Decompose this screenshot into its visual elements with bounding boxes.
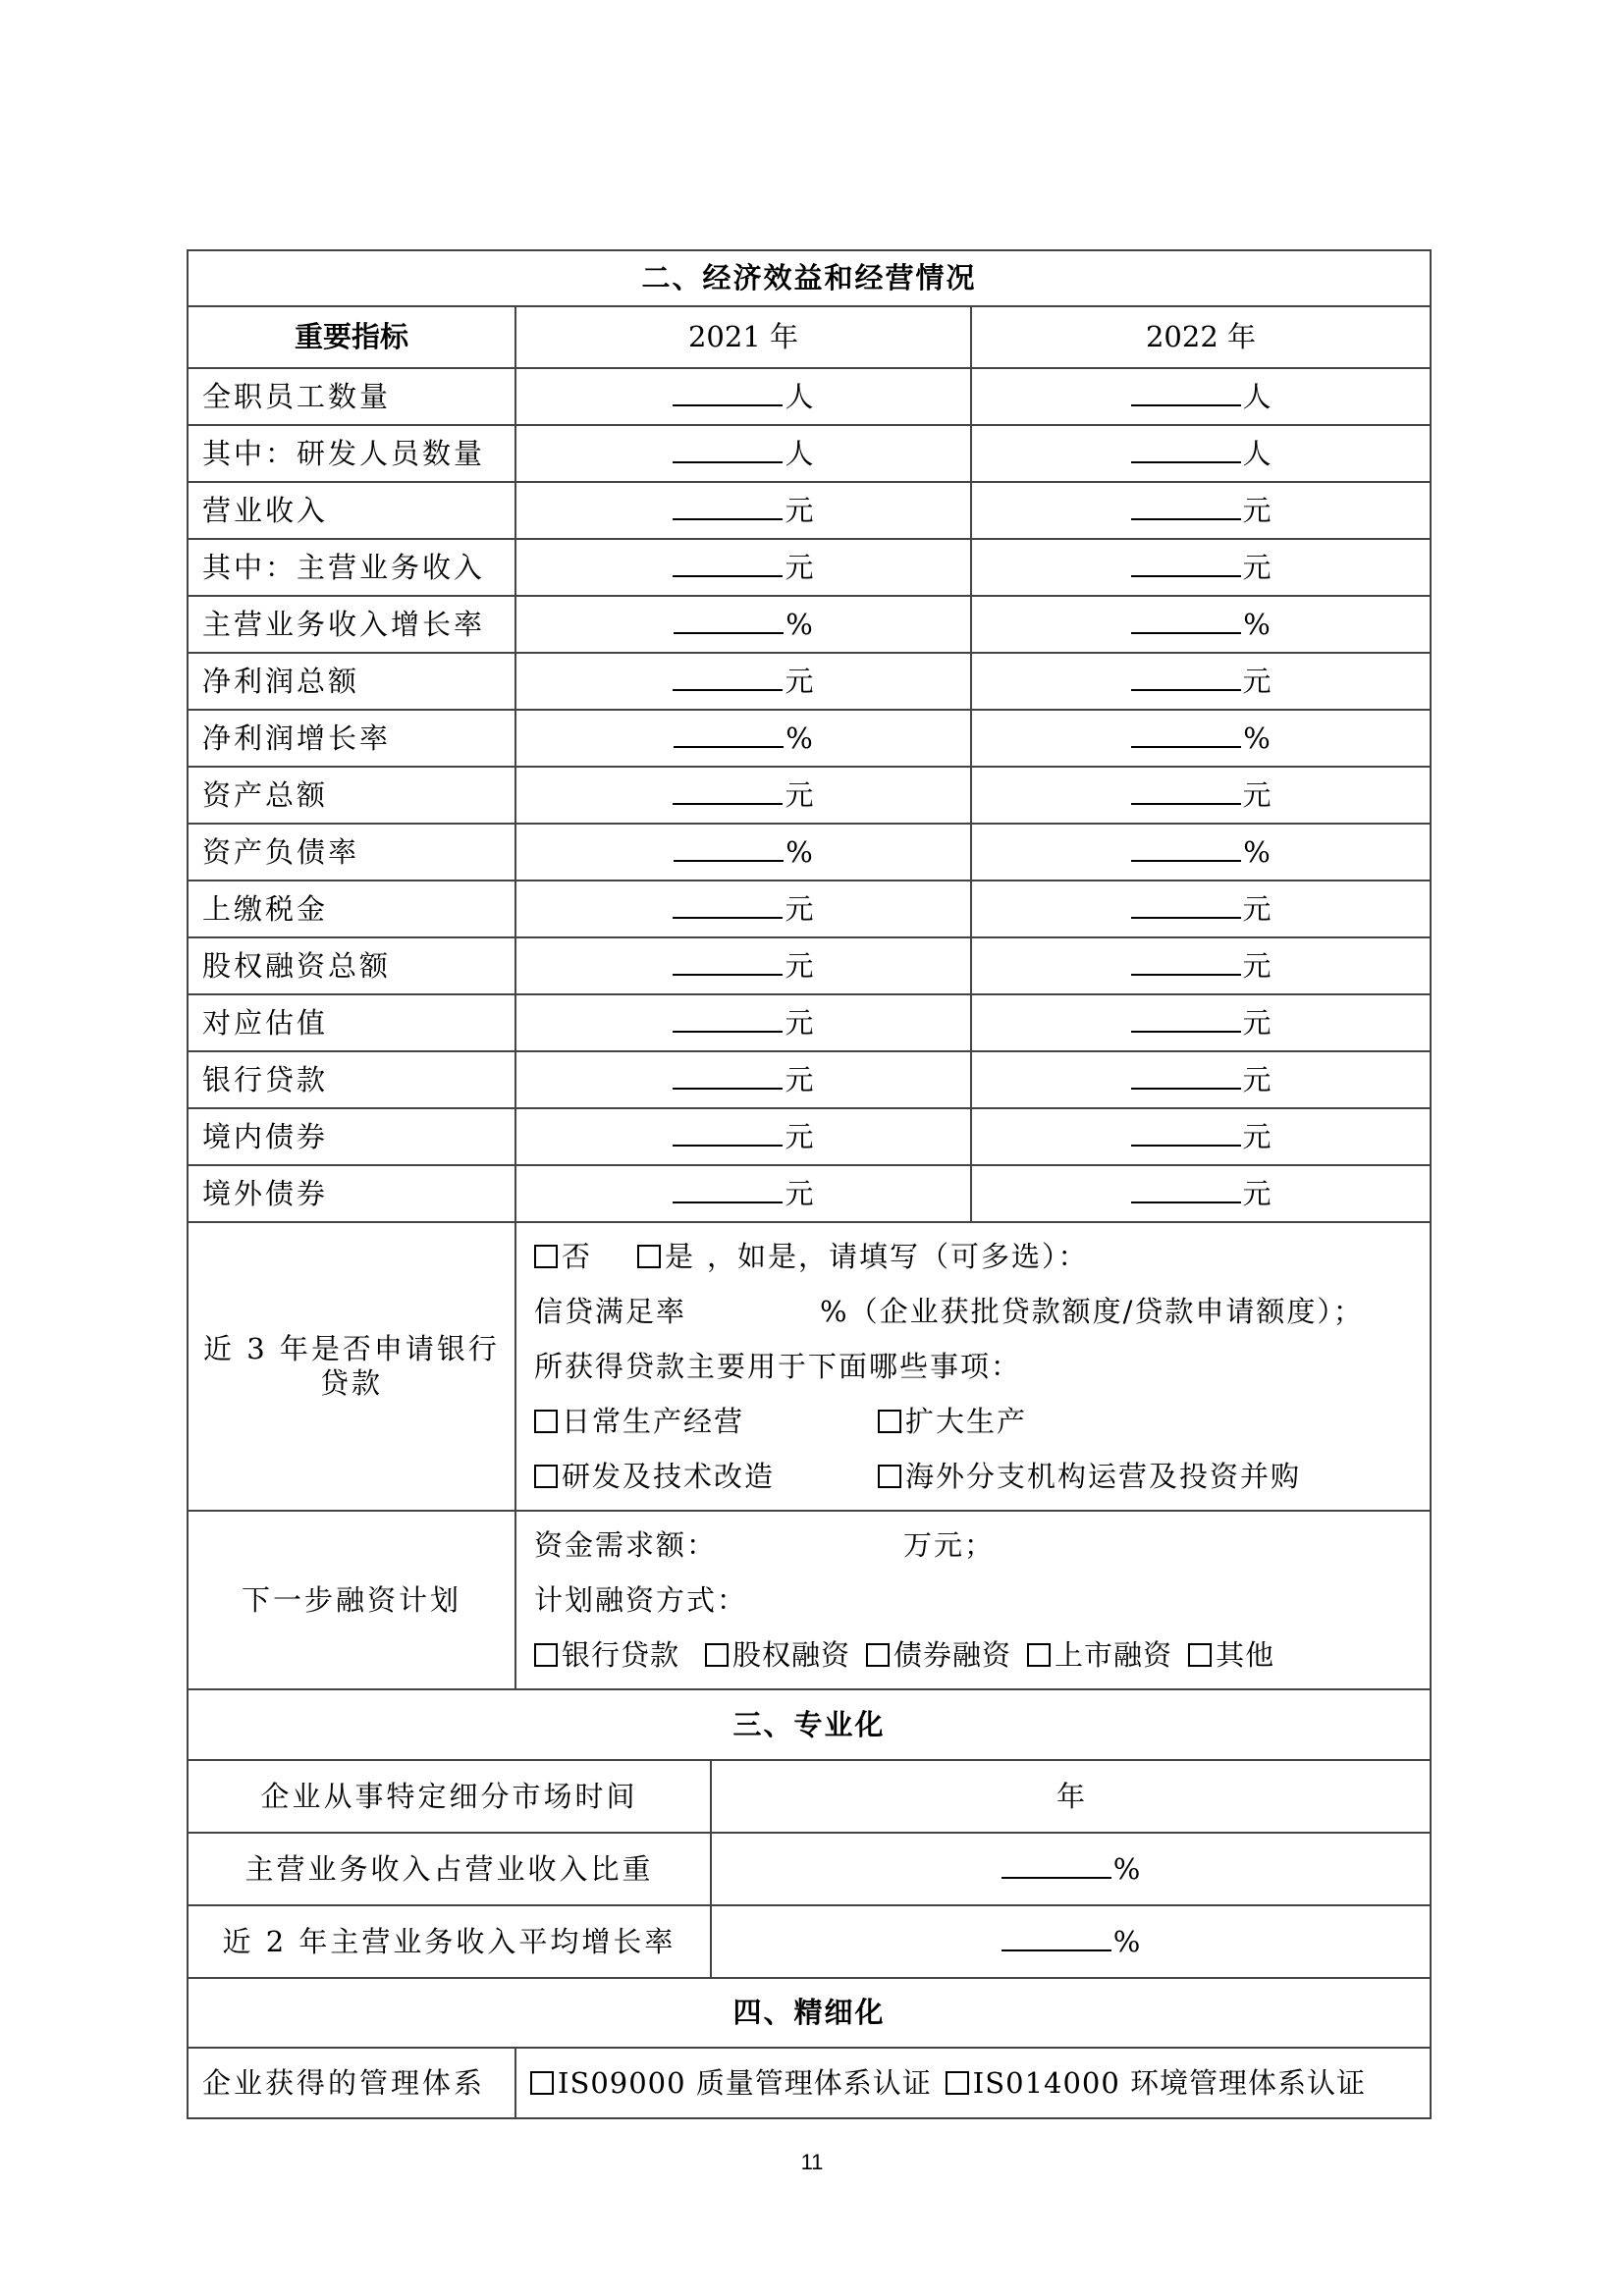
indicator-label: 净利润总额	[188, 653, 515, 710]
indicator-row	[188, 1051, 1431, 1108]
credit-rate-note: %（企业获批贷款额度/贷款申请额度）；	[820, 1295, 1364, 1328]
fill-blank[interactable]	[1131, 550, 1241, 577]
unit: %	[1243, 835, 1271, 870]
unit: %	[785, 835, 813, 870]
value-2022[interactable]	[971, 994, 1431, 1051]
option-label: 上市融资	[1055, 1638, 1173, 1672]
value-2021[interactable]	[515, 1165, 971, 1222]
section3-title: 三、专业化	[188, 1689, 1431, 1760]
method-option[interactable]	[866, 1628, 1011, 1682]
specialization-value[interactable]	[711, 1760, 1431, 1833]
checkbox[interactable]	[534, 1245, 558, 1268]
unit: 元	[785, 494, 814, 528]
value-2022[interactable]	[971, 767, 1431, 824]
plan-label: 下一步融资计划	[188, 1511, 515, 1689]
demand-unit: 万元；	[903, 1528, 996, 1562]
value-2022[interactable]	[971, 425, 1431, 482]
value-2021[interactable]	[515, 596, 971, 653]
fill-blank[interactable]	[674, 607, 784, 634]
value-2021[interactable]	[515, 425, 971, 482]
fill-blank[interactable]	[1131, 664, 1241, 691]
value-2022[interactable]	[971, 937, 1431, 994]
value-2021[interactable]	[515, 1108, 971, 1165]
indicator-row	[188, 710, 1431, 767]
specialization-row	[188, 1760, 1431, 1833]
indicator-row	[188, 994, 1431, 1051]
checkbox[interactable]	[534, 1643, 558, 1667]
option-label: 其他	[1216, 1638, 1275, 1672]
fill-blank[interactable]	[674, 834, 784, 862]
checkbox[interactable]	[530, 2071, 554, 2095]
fill-blank[interactable]	[1131, 493, 1241, 520]
option-label: 是	[665, 1240, 696, 1273]
fill-blank[interactable]	[673, 436, 783, 463]
specialization-value[interactable]	[711, 1905, 1431, 1978]
unit: 人	[785, 437, 814, 471]
unit: 元	[785, 665, 814, 699]
specialization-row	[188, 1905, 1431, 1978]
page-number: 11	[800, 2150, 824, 2174]
section4-title-row	[188, 1978, 1431, 2048]
checkbox[interactable]	[878, 1410, 901, 1433]
checkbox[interactable]	[878, 1465, 901, 1488]
method-option[interactable]	[534, 1628, 679, 1682]
unit: 人	[1242, 437, 1272, 471]
management-system-label: 企业获得的管理体系	[188, 2048, 515, 2118]
value-2022[interactable]	[971, 1051, 1431, 1108]
specialization-value[interactable]	[711, 1833, 1431, 1905]
fill-blank[interactable]	[1131, 1005, 1241, 1033]
unit: %	[785, 608, 813, 642]
value-2021[interactable]	[515, 767, 971, 824]
method-option[interactable]	[705, 1628, 850, 1682]
indicator-label: 上缴税金	[188, 881, 515, 937]
loan-yes-note: ，如是，请填写（可多选）：	[707, 1240, 1089, 1273]
loan-row	[188, 1222, 1431, 1511]
value-2022[interactable]	[971, 1108, 1431, 1165]
unit: 年	[1056, 1779, 1086, 1813]
usage-prompt: 所获得贷款主要用于下面哪些事项：	[534, 1350, 1022, 1383]
unit: %	[1112, 1852, 1141, 1887]
method-option[interactable]	[1188, 1628, 1274, 1682]
option-label: 海外分支机构运营及投资并购	[905, 1460, 1302, 1493]
indicator-label: 对应估值	[188, 994, 515, 1051]
indicator-row	[188, 937, 1431, 994]
loan-details	[515, 1222, 1431, 1511]
checkbox[interactable]	[946, 2071, 969, 2095]
year-2021-header: 2021 年	[515, 306, 971, 368]
indicator-label: 全职员工数量	[188, 368, 515, 425]
fill-blank[interactable]	[673, 1005, 783, 1033]
unit: 元	[1242, 1063, 1272, 1097]
method-option[interactable]	[1027, 1628, 1172, 1682]
fill-blank[interactable]	[673, 948, 783, 976]
unit: 元	[785, 1120, 814, 1154]
fill-blank[interactable]	[1131, 436, 1241, 463]
indicator-row	[188, 539, 1431, 596]
value-2021[interactable]	[515, 937, 971, 994]
fill-blank[interactable]	[1131, 379, 1241, 406]
value-2022[interactable]	[971, 368, 1431, 425]
value-2022[interactable]	[971, 482, 1431, 539]
fill-blank[interactable]	[1001, 1924, 1111, 1951]
indicator-row	[188, 1108, 1431, 1165]
indicator-row	[188, 824, 1431, 881]
loan-label: 近 3 年是否申请银行贷款	[188, 1222, 515, 1511]
option-label: 债券融资	[893, 1638, 1012, 1672]
option-label: IS014000 环境管理体系认证	[972, 2065, 1367, 2100]
unit: 元	[785, 949, 814, 984]
checkbox[interactable]	[866, 1643, 890, 1667]
checkbox[interactable]	[1188, 1643, 1212, 1667]
unit: 元	[1242, 949, 1272, 984]
fill-blank[interactable]	[673, 1119, 783, 1147]
demand-label: 资金需求额：	[534, 1528, 718, 1562]
unit: 元	[1242, 494, 1272, 528]
indicator-label: 境内债券	[188, 1108, 515, 1165]
iso14000-option[interactable]	[946, 2066, 1366, 2101]
header-row	[188, 306, 1431, 368]
unit: 元	[785, 1177, 814, 1211]
unit: 人	[785, 380, 814, 414]
value-2021[interactable]	[515, 539, 971, 596]
section2-title-row	[188, 250, 1431, 306]
method-label: 计划融资方式：	[534, 1583, 748, 1617]
unit: 元	[1242, 778, 1272, 813]
value-2022[interactable]	[971, 596, 1431, 653]
fill-blank[interactable]	[1131, 1119, 1241, 1147]
unit: %	[1112, 1925, 1141, 1959]
option-label: 扩大生产	[905, 1405, 1028, 1438]
financing-plan-row	[188, 1511, 1431, 1689]
fill-blank[interactable]	[1131, 1176, 1241, 1203]
value-2021[interactable]	[515, 710, 971, 767]
unit: %	[785, 721, 813, 756]
usage-option[interactable]	[534, 1449, 878, 1504]
fill-blank[interactable]	[673, 379, 783, 406]
value-2021[interactable]	[515, 368, 971, 425]
checkbox[interactable]	[705, 1643, 729, 1667]
option-label: 股权融资	[732, 1638, 851, 1672]
credit-rate-label: 信贷满足率	[534, 1295, 687, 1328]
indicator-row	[188, 653, 1431, 710]
loan-yes-no-line	[534, 1229, 1412, 1284]
indicator-label: 银行贷款	[188, 1051, 515, 1108]
indicator-row	[188, 596, 1431, 653]
unit: 元	[785, 551, 814, 585]
unit: 元	[785, 892, 814, 927]
management-system-options	[515, 2048, 1431, 2118]
usage-line-1	[534, 1394, 1412, 1449]
value-2021[interactable]	[515, 994, 971, 1051]
fill-blank[interactable]	[1131, 721, 1241, 748]
indicator-label: 股权融资总额	[188, 937, 515, 994]
fill-blank[interactable]	[1131, 891, 1241, 919]
unit: 元	[1242, 1120, 1272, 1154]
demand-line	[534, 1518, 1412, 1573]
loan-no-option[interactable]	[534, 1229, 592, 1284]
option-label: 否	[562, 1240, 593, 1273]
indicator-row	[188, 482, 1431, 539]
indicator-row	[188, 425, 1431, 482]
credit-rate-line	[534, 1284, 1412, 1339]
plan-details	[515, 1511, 1431, 1689]
loan-yes-option[interactable]	[637, 1229, 695, 1284]
fill-blank[interactable]	[673, 891, 783, 919]
usage-line-2	[534, 1449, 1412, 1504]
value-2022[interactable]	[971, 539, 1431, 596]
section2-title: 二、经济效益和经营情况	[188, 250, 1431, 306]
fill-blank[interactable]	[1131, 834, 1241, 862]
option-label: 研发及技术改造	[562, 1460, 776, 1493]
usage-option[interactable]	[534, 1394, 878, 1449]
option-label: 银行贷款	[562, 1638, 680, 1672]
unit: %	[1243, 608, 1271, 642]
indicator-label: 其中：研发人员数量	[188, 425, 515, 482]
option-label: IS09000 质量管理体系认证	[558, 2065, 932, 2100]
unit: 元	[1242, 1177, 1272, 1211]
management-system-row	[188, 2048, 1431, 2118]
fill-blank[interactable]	[673, 1176, 783, 1203]
indicator-label: 主营业务收入增长率	[188, 596, 515, 653]
checkbox[interactable]	[534, 1410, 558, 1433]
option-label: 日常生产经营	[562, 1405, 745, 1438]
indicator-label: 境外债券	[188, 1165, 515, 1222]
indicator-row	[188, 881, 1431, 937]
section4-title: 四、精细化	[188, 1978, 1431, 2048]
year-2022-header: 2022 年	[971, 306, 1431, 368]
indicator-label: 净利润增长率	[188, 710, 515, 767]
value-2021[interactable]	[515, 881, 971, 937]
fill-blank[interactable]	[1131, 948, 1241, 976]
indicator-label: 资产负债率	[188, 824, 515, 881]
enterprise-form-table	[187, 249, 1432, 2119]
specialization-row	[188, 1833, 1431, 1905]
iso9000-option[interactable]	[530, 2066, 932, 2101]
fill-blank[interactable]	[673, 664, 783, 691]
unit: 元	[1242, 1006, 1272, 1041]
usage-option[interactable]	[878, 1394, 1027, 1449]
fill-blank[interactable]	[673, 550, 783, 577]
value-2022[interactable]	[971, 824, 1431, 881]
fill-blank[interactable]	[674, 721, 784, 748]
value-2021[interactable]	[515, 1051, 971, 1108]
unit: 人	[1242, 380, 1272, 414]
checkbox[interactable]	[637, 1245, 661, 1268]
fill-blank[interactable]	[1131, 777, 1241, 805]
value-2022[interactable]	[971, 1165, 1431, 1222]
indicator-row	[188, 368, 1431, 425]
value-2022[interactable]	[971, 881, 1431, 937]
unit: 元	[785, 1063, 814, 1097]
indicator-label: 资产总额	[188, 767, 515, 824]
fill-blank[interactable]	[673, 777, 783, 805]
indicator-label: 其中：主营业务收入	[188, 539, 515, 596]
usage-option[interactable]	[878, 1449, 1301, 1504]
fill-blank[interactable]	[673, 493, 783, 520]
fill-blank[interactable]	[1001, 1851, 1111, 1879]
unit: 元	[1242, 551, 1272, 585]
checkbox[interactable]	[1027, 1643, 1051, 1667]
specialization-label: 近 2 年主营业务收入平均增长率	[188, 1905, 711, 1978]
specialization-label: 企业从事特定细分市场时间	[188, 1760, 711, 1833]
value-2022[interactable]	[971, 710, 1431, 767]
unit: 元	[785, 1006, 814, 1041]
fill-blank[interactable]	[1131, 607, 1241, 634]
indicator-row	[188, 767, 1431, 824]
unit: 元	[785, 778, 814, 813]
specialization-label: 主营业务收入占营业收入比重	[188, 1833, 711, 1905]
value-2021[interactable]	[515, 482, 971, 539]
fill-blank[interactable]	[1131, 1062, 1241, 1090]
method-options	[534, 1628, 1412, 1682]
value-2022[interactable]	[971, 653, 1431, 710]
unit: 元	[1242, 665, 1272, 699]
fill-blank[interactable]	[673, 1062, 783, 1090]
value-2021[interactable]	[515, 824, 971, 881]
indicator-label: 营业收入	[188, 482, 515, 539]
checkbox[interactable]	[534, 1465, 558, 1488]
indicator-row	[188, 1165, 1431, 1222]
section3-title-row	[188, 1689, 1431, 1760]
unit: %	[1243, 721, 1271, 756]
value-2021[interactable]	[515, 653, 971, 710]
indicator-header: 重要指标	[188, 306, 515, 368]
unit: 元	[1242, 892, 1272, 927]
